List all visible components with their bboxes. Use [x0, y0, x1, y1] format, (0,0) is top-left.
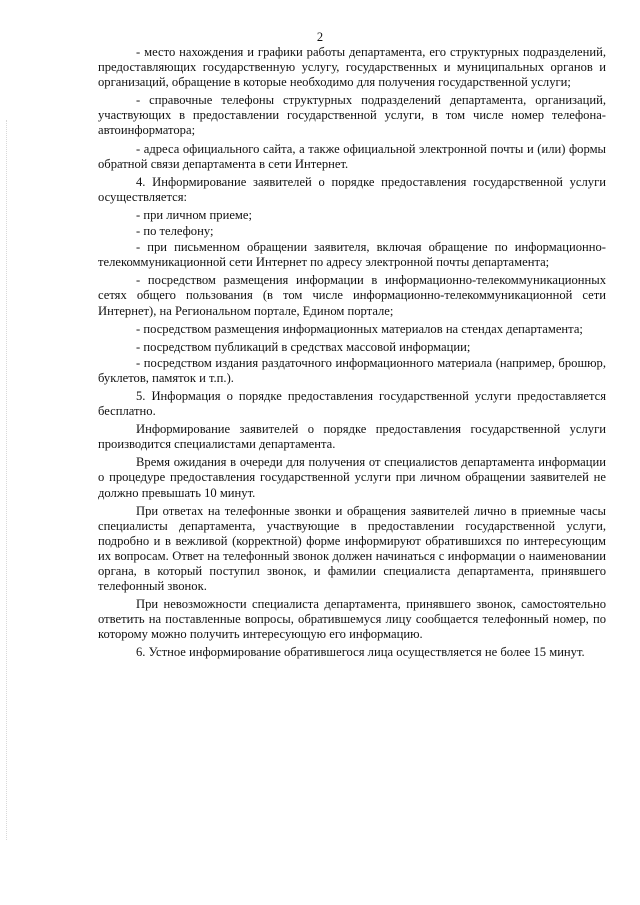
paragraph-waiting-time: Время ожидания в очереди для получения от специалистов департамента информации о процедуре предоставления государственной услуги при личном обращении заявителей не должно превышать 10 минут.: [98, 455, 606, 500]
paragraph-section-6: 6. Устное информирование обратившегося лица осуществляется не более 15 минут.: [136, 645, 585, 660]
paragraph-section-4: 4. Информирование заявителей о порядке предоставления государственной услуги осуществляется:: [98, 174, 606, 204]
list-item-personal-reception: - при личном приеме;: [136, 207, 252, 222]
list-item-public-networks: - посредством размещения информации в информационно-телекоммуникационных сетях общего пользования (в том числе информационно-телекоммуникационной сети Интернет), на Региональном портале, Едином портале;: [98, 273, 606, 318]
list-item-mass-media: - посредством публикаций в средствах массовой информации;: [136, 339, 471, 354]
paragraph-reference-phones: - справочные телефоны структурных подразделений департамента, организаций, участвующих в предоставлении государственной услуги, в том числе номер телефона-автоинформатора;: [98, 93, 606, 138]
paragraph-section-5: 5. Информация о порядке предоставления государственной услуги предоставляется бесплатно.: [98, 388, 606, 419]
scan-margin-marks: [6, 120, 9, 840]
list-item-written-request: - при письменном обращении заявителя, включая обращение по информационно-телекоммуникационной сети Интернет по адресу электронной почты департамента;: [98, 240, 606, 270]
paragraph-informing-specialists: Информирование заявителей о порядке предоставления государственной услуги производится специалистами департамента.: [98, 422, 606, 452]
list-item-stands: - посредством размещения информационных материалов на стендах департамента;: [136, 321, 583, 336]
list-item-by-phone: - по телефону;: [136, 224, 214, 239]
document-body: [98, 45, 606, 664]
paragraph-unable-to-answer: При невозможности специалиста департамента, принявшего звонок, самостоятельно ответить на поставленные вопросы, обратившемуся лицу сообщается телефонный номер, по которому можно получить интересующую его информацию.: [98, 597, 606, 642]
paragraph-website-addresses: - адреса официального сайта, а также официальной электронной почты и (или) формы обратной связи департамента в сети Интернет.: [98, 141, 606, 171]
page-number: 2: [316, 30, 324, 44]
paragraph-phone-answers: При ответах на телефонные звонки и обращения заявителей лично в приемные часы специалисты департамента, участвующие в предоставлении государственной услуги, подробно и в вежливой (корректной) форме информируют обратившихся по интересующим их вопросам. Ответ на телефонный звонок должен начинаться с информации о наименовании органа, в который поступил звонок, и фамилии специалиста департамента, принявшего телефонный звонок.: [98, 503, 606, 594]
paragraph-location-schedules: - место нахождения и графики работы департамента, его структурных подразделений, предоставляющих государственную услугу, государственных и муниципальных органов и организаций, обращение в которые необходимо для получения государственной услуги;: [98, 45, 606, 90]
list-item-handouts: - посредством издания раздаточного информационного материала (например, брошюр, буклетов, памяток и т.п.).: [98, 355, 606, 385]
